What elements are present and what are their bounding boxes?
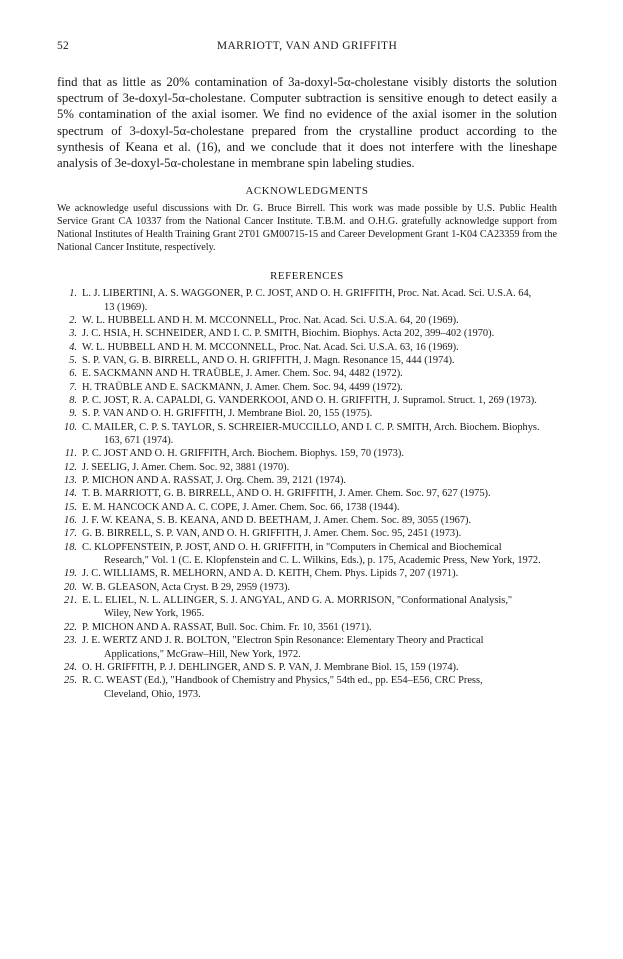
reference-number: 9. [69,408,77,420]
reference-number: 22. [64,621,77,633]
reference-number: 5. [69,354,77,366]
reference-text [82,287,557,314]
reference-item [57,581,557,594]
running-head: MARRIOTT, VAN AND GRIFFITH [216,40,398,52]
reference-text [82,567,557,580]
reference-number: 20. [64,581,77,593]
reference-item [57,487,557,500]
acknowledgments-heading: ACKNOWLEDGMENTS [245,185,369,198]
reference-line: E. M. HANCOCK AND A. C. COPE, J. Amer. Chem. Soc. 66, 1738 (1944). [82,501,400,513]
reference-text [82,634,557,661]
reference-text [82,621,557,634]
reference-text [82,447,557,460]
reference-item [57,394,557,407]
reference-number: 7. [69,381,77,393]
reference-item [57,594,557,621]
reference-number: 6. [69,368,77,380]
reference-continuation-line: 13 (1969). [104,301,148,313]
body-paragraph: find that as little as 20% contamination of 3a-doxyl-5α-cholestane visibly distorts the solution spectrum of 3e-doxyl-5α-cholestane. Computer subtraction is sensitive enough to detect easily a 5% contamination of the axial isomer. We find no evidence of the axial isomer in the solution spectrum of 3-doxyl-5α-cholestane prepared from the crystalline product according to the synthesis of Keana et al. (16), and we conclude that it does not interfere with the lineshape analysis of 3e-doxyl-5α-cholestane in membrane spin labeling studies. [57,75,557,171]
reference-item [57,354,557,367]
reference-number: 17. [64,528,77,540]
reference-text [82,474,557,487]
reference-item [57,381,557,394]
reference-text [82,381,557,394]
reference-number: 2. [69,314,77,326]
reference-text [82,461,557,474]
reference-item [57,367,557,380]
reference-continuation-line: Applications," McGraw–Hill, New York, 1972. [104,648,301,660]
reference-line: P. MICHON AND A. RASSAT, J. Org. Chem. 39, 2121 (1974). [82,475,347,487]
reference-text [82,674,557,701]
reference-line: J. E. WERTZ AND J. R. BOLTON, "Electron Spin Resonance: Elementary Theory and Practical [82,635,484,647]
reference-text [82,581,557,594]
reference-line: J. F. W. KEANA, S. B. KEANA, AND D. BEETHAM, J. Amer. Chem. Soc. 89, 3055 (1967). [82,515,472,527]
reference-item [57,541,557,568]
reference-text [82,501,557,514]
reference-line: C. MAILER, C. P. S. TAYLOR, S. SCHREIER-MUCCILLO, AND I. C. P. SMITH, Arch. Biochem. Biophys. [82,421,540,433]
reference-item [57,514,557,527]
reference-number: 14. [64,488,77,500]
reference-text [82,514,557,527]
reference-text [82,407,557,420]
reference-item [57,474,557,487]
reference-number: 11. [64,448,77,460]
reference-continuation-line: Research," Vol. 1 (C. E. Klopfenstein and C. L. Wilkins, Eds.), p. 175, Academic Press, New York, 1972. [104,555,541,567]
reference-number: 15. [64,501,77,513]
reference-number: 18. [64,541,77,553]
reference-line: W. B. GLEASON, Acta Cryst. B 29, 2959 (1973). [82,581,290,593]
reference-number: 19. [64,568,77,580]
reference-line: G. B. BIRRELL, S. P. VAN, AND O. H. GRIFFITH, J. Amer. Chem. Soc. 95, 2451 (1973). [82,528,462,540]
reference-text [82,327,557,340]
reference-item [57,634,557,661]
reference-item [57,314,557,327]
journal-page [57,40,557,701]
reference-number: 8. [69,394,77,406]
reference-line: C. KLOPFENSTEIN, P. JOST, AND O. H. GRIFFITH, in "Computers in Chemical and Biochemical [82,541,502,553]
page-number: 52 [57,40,69,52]
reference-number: 10. [64,421,77,433]
reference-line: H. TRAÜBLE AND E. SACKMANN, J. Amer. Chem. Soc. 94, 4499 (1972). [82,381,403,393]
reference-number: 12. [64,461,77,473]
reference-line: O. H. GRIFFITH, P. J. DEHLINGER, AND S. P. VAN, J. Membrane Biol. 15, 159 (1974). [82,661,459,673]
reference-item [57,501,557,514]
reference-line: R. C. WEAST (Ed.), "Handbook of Chemistry and Physics," 54th ed., pp. E54–E56, CRC Press, [82,675,483,687]
reference-text [82,421,557,448]
reference-line: J. C. HSIA, H. SCHNEIDER, AND I. C. P. SMITH, Biochim. Biophys. Acta 202, 399–402 (1970). [82,328,495,340]
reference-text [82,367,557,380]
reference-text [82,341,557,354]
reference-line: J. SEELIG, J. Amer. Chem. Soc. 92, 3881 (1970). [82,461,290,473]
reference-continuation-line: Cleveland, Ohio, 1973. [104,688,201,700]
reference-line: E. L. ELIEL, N. L. ALLINGER, S. J. ANGYAL, AND G. A. MORRISON, "Conformational Analysis," [82,595,513,607]
reference-number: 13. [64,475,77,487]
reference-item [57,527,557,540]
reference-text [82,541,557,568]
page-header [57,40,557,60]
acknowledgments-text: We acknowledge useful discussions with Dr. G. Bruce Birrell. This work was made possible by U.S. Public Health Service Grant CA 10337 from the National Cancer Institute. T.B.M. and O.H.G. gratefully acknowledge support from National Institutes of Health Training Grant 2T01 GM00715-15 and Career Development Grant 1-K04 CA23359 from the National Cancer Institute, respectively. [57,203,557,254]
reference-text [82,594,557,621]
reference-continuation-line: Wiley, New York, 1965. [104,608,205,620]
reference-number: 3. [69,328,77,340]
reference-line: S. P. VAN AND O. H. GRIFFITH, J. Membrane Biol. 20, 155 (1975). [82,408,373,420]
reference-text [82,354,557,367]
reference-text [82,394,557,407]
reference-line: S. P. VAN, G. B. BIRRELL, AND O. H. GRIFFITH, J. Magn. Resonance 15, 444 (1974). [82,354,455,366]
reference-text [82,527,557,540]
reference-number: 4. [69,341,77,353]
reference-item [57,407,557,420]
reference-item [57,461,557,474]
reference-item [57,341,557,354]
reference-line: P. MICHON AND A. RASSAT, Bull. Soc. Chim. Fr. 10, 3561 (1971). [82,621,372,633]
reference-item [57,421,557,448]
reference-text [82,661,557,674]
reference-line: L. J. LIBERTINI, A. S. WAGGONER, P. C. JOST, AND O. H. GRIFFITH, Proc. Nat. Acad. Sci. U.S.A. 64, [82,288,532,300]
reference-number: 25. [64,675,77,687]
reference-line: T. B. MARRIOTT, G. B. BIRRELL, AND O. H. GRIFFITH, J. Amer. Chem. Soc. 97, 627 (1975). [82,488,491,500]
reference-number: 23. [64,635,77,647]
reference-item [57,287,557,314]
reference-line: E. SACKMANN AND H. TRAÜBLE, J. Amer. Chem. Soc. 94, 4482 (1972). [82,368,403,380]
reference-continuation-line: 163, 671 (1974). [104,435,174,446]
reference-line: P. C. JOST, R. A. CAPALDI, G. VANDERKOOI, AND O. H. GRIFFITH, J. Supramol. Struct. 1, 269 (1973). [82,394,537,406]
references-heading: REFERENCES [270,270,344,283]
reference-line: W. L. HUBBELL AND H. M. MCCONNELL, Proc. Nat. Acad. Sci. U.S.A. 64, 20 (1969). [82,314,459,326]
reference-item [57,567,557,580]
reference-item [57,327,557,340]
reference-number: 1. [69,288,77,300]
reference-number: 24. [64,661,77,673]
reference-text [82,314,557,327]
reference-item [57,674,557,701]
reference-number: 16. [64,515,77,527]
reference-text [82,487,557,500]
reference-line: J. C. WILLIAMS, R. MELHORN, AND A. D. KEITH, Chem. Phys. Lipids 7, 207 (1971). [82,568,459,580]
reference-item [57,447,557,460]
reference-item [57,621,557,634]
reference-line: P. C. JOST AND O. H. GRIFFITH, Arch. Biochem. Biophys. 159, 70 (1973). [82,448,404,460]
reference-number: 21. [64,595,77,607]
body-paragraph-block [57,74,557,171]
reference-item [57,661,557,674]
references-list [57,287,557,701]
reference-line: W. L. HUBBELL AND H. M. MCCONNELL, Proc. Nat. Acad. Sci. U.S.A. 63, 16 (1969). [82,341,459,353]
